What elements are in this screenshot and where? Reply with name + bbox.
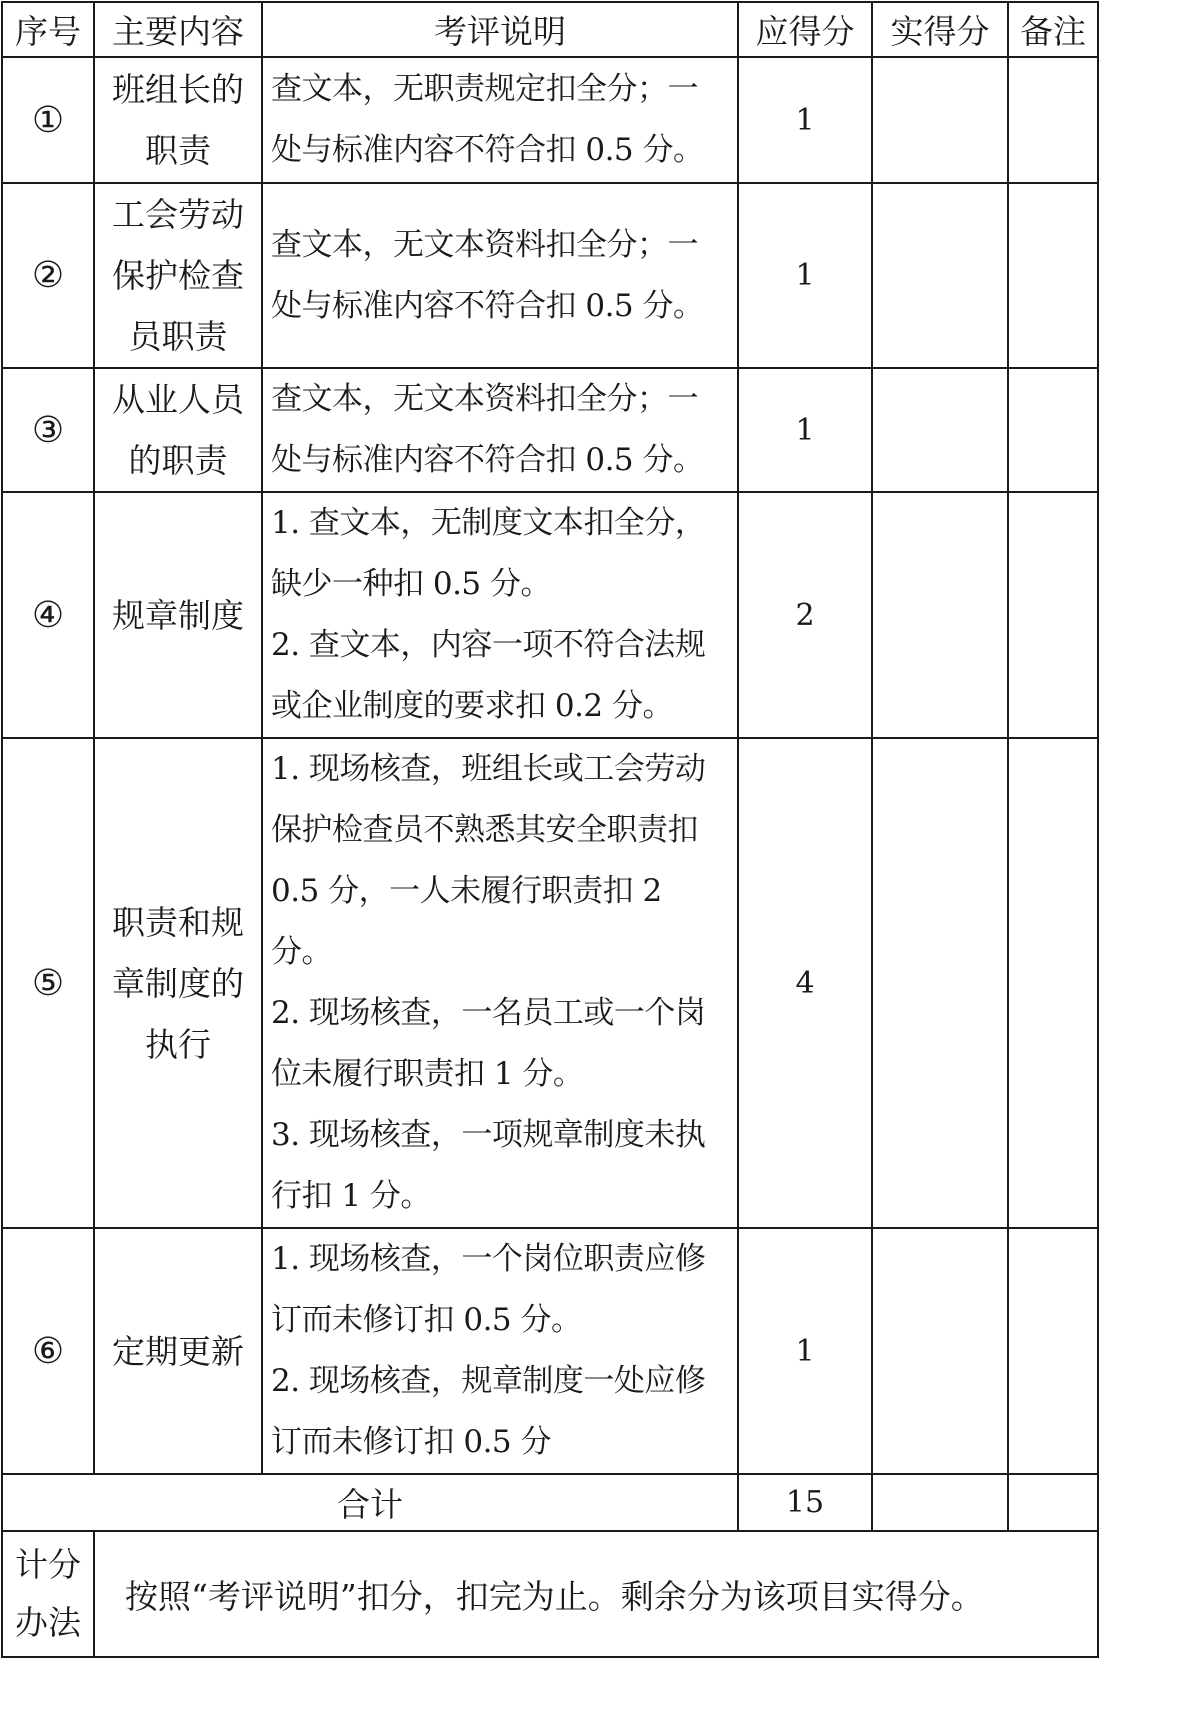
row-number: ② (2, 183, 94, 368)
content-line: 职责 (145, 131, 211, 170)
row-actual-score (872, 492, 1008, 738)
content-line: 职责和规 (112, 902, 244, 942)
desc-line: 订而未修订扣 0.5 分 (271, 1424, 552, 1460)
row-description (262, 368, 738, 492)
row-actual-score (872, 183, 1008, 368)
desc-line: 缺少一种扣 0.5 分。 (271, 566, 552, 602)
row-number: ④ (2, 492, 94, 738)
content-line: 的职责 (128, 441, 228, 480)
desc-line: 或企业制度的要求扣 0.2 分。 (271, 688, 674, 724)
row-content (94, 492, 262, 738)
row-due-score: 1 (738, 183, 872, 368)
row-number: ⑥ (2, 1228, 94, 1474)
desc-line: 查文本，无文本资料扣全分；一 (271, 226, 698, 263)
desc-line: 查文本，无职责规定扣全分；一 (271, 71, 698, 107)
method-row (2, 1531, 1098, 1657)
row-due-score: 1 (738, 1228, 872, 1474)
scoring-table (1, 1, 1099, 1658)
row-description (262, 738, 738, 1228)
desc-line: 处与标准内容不符合扣 0.5 分。 (271, 442, 704, 478)
row-due-score: 2 (738, 492, 872, 738)
row-due-score: 1 (738, 57, 872, 183)
total-note (1008, 1474, 1098, 1531)
row-actual-score (872, 738, 1008, 1228)
content-line: 定期更新 (112, 1331, 244, 1371)
table-row (2, 738, 1098, 1228)
row-due-score: 1 (738, 368, 872, 492)
content-line: 执行 (145, 1024, 211, 1064)
desc-line: 处与标准内容不符合扣 0.5 分。 (271, 287, 704, 324)
row-content (94, 57, 262, 183)
desc-line: 订而未修订扣 0.5 分。 (271, 1302, 582, 1338)
desc-line: 2. 查文本，内容一项不符合法规 (271, 627, 706, 663)
row-description (262, 57, 738, 183)
header-row (2, 2, 1098, 57)
method-label-line: 计分 (15, 1545, 81, 1584)
row-description (262, 1228, 738, 1474)
row-content (94, 183, 262, 368)
content-line: 班组长的 (112, 70, 244, 109)
row-note (1008, 368, 1098, 492)
total-row (2, 1474, 1098, 1531)
table-row (2, 368, 1098, 492)
desc-line: 1. 现场核查，班组长或工会劳动 (271, 751, 706, 787)
row-content (94, 368, 262, 492)
table-row (2, 492, 1098, 738)
table-row (2, 183, 1098, 368)
desc-line: 位未履行职责扣 1 分。 (271, 1056, 584, 1092)
row-note (1008, 57, 1098, 183)
row-due-score: 4 (738, 738, 872, 1228)
row-note (1008, 1228, 1098, 1474)
desc-line: 3. 现场核查，一项规章制度未执 (271, 1117, 706, 1153)
row-note (1008, 492, 1098, 738)
row-content (94, 1228, 262, 1474)
row-number: ① (2, 57, 94, 183)
method-label (2, 1531, 94, 1657)
row-description (262, 492, 738, 738)
table-row (2, 57, 1098, 183)
total-due-score: 15 (738, 1474, 872, 1531)
desc-line: 0.5 分，一人未履行职责扣 2 分。 (271, 873, 662, 970)
row-description (262, 183, 738, 368)
desc-line: 行扣 1 分。 (271, 1178, 431, 1214)
method-label-line: 办法 (15, 1603, 81, 1642)
row-actual-score (872, 57, 1008, 183)
header-content: 主要内容 (94, 2, 262, 57)
desc-line: 处与标准内容不符合扣 0.5 分。 (271, 132, 704, 168)
content-line: 规章制度 (112, 595, 244, 635)
desc-line: 查文本，无文本资料扣全分；一 (271, 381, 698, 417)
header-due-score: 应得分 (738, 2, 872, 57)
desc-line: 2. 现场核查，规章制度一处应修 (271, 1363, 706, 1399)
row-actual-score (872, 1228, 1008, 1474)
total-actual-score (872, 1474, 1008, 1531)
method-text: 按照“考评说明”扣分，扣完为止。剩余分为该项目实得分。 (94, 1531, 1098, 1657)
row-number: ⑤ (2, 738, 94, 1228)
row-actual-score (872, 368, 1008, 492)
table-row (2, 1228, 1098, 1474)
row-number: ③ (2, 368, 94, 492)
row-content (94, 738, 262, 1228)
desc-line: 1. 现场核查，一个岗位职责应修 (271, 1241, 706, 1277)
content-line: 保护检查 (112, 256, 244, 295)
content-line: 章制度的 (112, 963, 244, 1003)
desc-line: 1. 查文本，无制度文本扣全分， (271, 505, 706, 541)
desc-line: 2. 现场核查，一名员工或一个岗 (271, 995, 706, 1031)
header-no: 序号 (2, 2, 94, 57)
total-label: 合计 (2, 1474, 738, 1531)
desc-line: 保护检查员不熟悉其安全职责扣 (271, 812, 698, 848)
content-line: 从业人员 (112, 380, 244, 419)
content-line: 员职责 (128, 317, 228, 356)
header-actual-score: 实得分 (872, 2, 1008, 57)
header-note: 备注 (1008, 2, 1098, 57)
header-desc: 考评说明 (262, 2, 738, 57)
row-note (1008, 738, 1098, 1228)
row-note (1008, 183, 1098, 368)
content-line: 工会劳动 (112, 195, 244, 234)
